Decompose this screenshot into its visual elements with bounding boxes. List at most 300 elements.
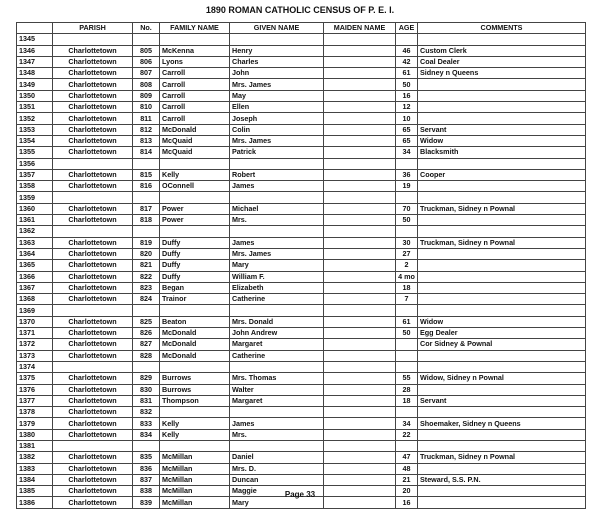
table-row (17, 102, 586, 113)
parish-cell: Charlottetown (53, 418, 133, 429)
table-row (17, 34, 586, 45)
maiden-name-cell (324, 373, 396, 384)
maiden-name-cell (324, 271, 396, 282)
parish-cell: Charlottetown (53, 294, 133, 305)
maiden-name-cell (324, 282, 396, 293)
given-name-cell: William F. (230, 271, 324, 282)
record-index: 1355 (17, 147, 53, 158)
number-cell: 817 (133, 203, 160, 214)
family-name-cell: McMillan (160, 497, 230, 508)
parish-cell: Charlottetown (53, 316, 133, 327)
number-cell: 837 (133, 474, 160, 485)
record-index: 1385 (17, 486, 53, 497)
age-cell (396, 350, 418, 361)
family-name-cell: OConnell (160, 181, 230, 192)
number-cell: 816 (133, 181, 160, 192)
maiden-name-cell (324, 237, 396, 248)
maiden-name-cell (324, 395, 396, 406)
maiden-name-cell (324, 316, 396, 327)
record-index: 1349 (17, 79, 53, 90)
maiden-name-cell (324, 407, 396, 418)
age-cell: 21 (396, 474, 418, 485)
parish-cell: Charlottetown (53, 147, 133, 158)
family-name-cell: Began (160, 282, 230, 293)
comments-cell: Servant (418, 124, 586, 135)
table-row (17, 384, 586, 395)
comments-cell: Widow, Sidney n Pownal (418, 373, 586, 384)
record-index: 1384 (17, 474, 53, 485)
parish-cell: Charlottetown (53, 79, 133, 90)
record-index: 1368 (17, 294, 53, 305)
comments-cell: Coal Dealer (418, 56, 586, 67)
record-index: 1381 (17, 440, 53, 451)
given-name-cell: Mrs. (230, 429, 324, 440)
age-cell: 22 (396, 429, 418, 440)
parish-cell: Charlottetown (53, 215, 133, 226)
record-index: 1377 (17, 395, 53, 406)
header-no: No. (133, 23, 160, 34)
age-cell: 50 (396, 328, 418, 339)
table-row (17, 316, 586, 327)
table-row (17, 79, 586, 90)
number-cell: 822 (133, 271, 160, 282)
record-index: 1367 (17, 282, 53, 293)
comments-cell (418, 361, 586, 372)
given-name-cell: Margaret (230, 395, 324, 406)
age-cell: 28 (396, 384, 418, 395)
record-index: 1364 (17, 248, 53, 259)
comments-cell (418, 271, 586, 282)
record-index: 1363 (17, 237, 53, 248)
maiden-name-cell (324, 90, 396, 101)
number-cell: 806 (133, 56, 160, 67)
family-name-cell: Duffy (160, 237, 230, 248)
comments-cell: Servant (418, 395, 586, 406)
maiden-name-cell (324, 294, 396, 305)
record-index: 1373 (17, 350, 53, 361)
family-name-cell (160, 34, 230, 45)
number-cell: 821 (133, 260, 160, 271)
given-name-cell (230, 226, 324, 237)
table-row (17, 158, 586, 169)
number-cell: 827 (133, 339, 160, 350)
number-cell (133, 158, 160, 169)
age-cell: 16 (396, 90, 418, 101)
header-given-name: GIVEN NAME (230, 23, 324, 34)
family-name-cell (160, 226, 230, 237)
comments-cell: Widow (418, 316, 586, 327)
given-name-cell: Henry (230, 45, 324, 56)
family-name-cell: McDonald (160, 339, 230, 350)
number-cell (133, 440, 160, 451)
number-cell: 828 (133, 350, 160, 361)
record-index: 1351 (17, 102, 53, 113)
table-row (17, 305, 586, 316)
comments-cell (418, 429, 586, 440)
given-name-cell: Mrs. Thomas (230, 373, 324, 384)
family-name-cell: Kelly (160, 418, 230, 429)
maiden-name-cell (324, 339, 396, 350)
table-row (17, 440, 586, 451)
table-row (17, 192, 586, 203)
comments-cell: Shoemaker, Sidney n Queens (418, 418, 586, 429)
age-cell (396, 407, 418, 418)
parish-cell (53, 158, 133, 169)
age-cell: 10 (396, 113, 418, 124)
age-cell: 30 (396, 237, 418, 248)
number-cell: 814 (133, 147, 160, 158)
family-name-cell: Carroll (160, 90, 230, 101)
parish-cell (53, 305, 133, 316)
given-name-cell: Patrick (230, 147, 324, 158)
record-index: 1352 (17, 113, 53, 124)
maiden-name-cell (324, 102, 396, 113)
maiden-name-cell (324, 260, 396, 271)
family-name-cell: McDonald (160, 328, 230, 339)
age-cell (396, 226, 418, 237)
family-name-cell (160, 158, 230, 169)
comments-cell (418, 294, 586, 305)
parish-cell: Charlottetown (53, 181, 133, 192)
parish-cell (53, 192, 133, 203)
comments-cell: Custom Clerk (418, 45, 586, 56)
parish-cell (53, 361, 133, 372)
number-cell: 829 (133, 373, 160, 384)
number-cell (133, 34, 160, 45)
given-name-cell: Elizabeth (230, 282, 324, 293)
given-name-cell: Margaret (230, 339, 324, 350)
number-cell (133, 226, 160, 237)
parish-cell: Charlottetown (53, 282, 133, 293)
family-name-cell (160, 407, 230, 418)
comments-cell (418, 282, 586, 293)
given-name-cell (230, 361, 324, 372)
family-name-cell: Carroll (160, 79, 230, 90)
comments-cell (418, 34, 586, 45)
family-name-cell: Burrows (160, 384, 230, 395)
record-index: 1360 (17, 203, 53, 214)
header-parish: PARISH (53, 23, 133, 34)
given-name-cell (230, 407, 324, 418)
parish-cell: Charlottetown (53, 486, 133, 497)
number-cell: 807 (133, 68, 160, 79)
table-row (17, 328, 586, 339)
number-cell: 819 (133, 237, 160, 248)
number-cell: 808 (133, 79, 160, 90)
maiden-name-cell (324, 226, 396, 237)
comments-cell (418, 260, 586, 271)
given-name-cell: Mrs. James (230, 135, 324, 146)
record-index: 1350 (17, 90, 53, 101)
parish-cell: Charlottetown (53, 474, 133, 485)
comments-cell (418, 440, 586, 451)
age-cell: 61 (396, 68, 418, 79)
parish-cell: Charlottetown (53, 45, 133, 56)
family-name-cell: Lyons (160, 56, 230, 67)
parish-cell: Charlottetown (53, 373, 133, 384)
maiden-name-cell (324, 463, 396, 474)
record-index: 1383 (17, 463, 53, 474)
comments-cell: Egg Dealer (418, 328, 586, 339)
number-cell: 839 (133, 497, 160, 508)
number-cell: 838 (133, 486, 160, 497)
table-row (17, 361, 586, 372)
age-cell: 65 (396, 124, 418, 135)
comments-cell (418, 384, 586, 395)
given-name-cell: May (230, 90, 324, 101)
number-cell: 831 (133, 395, 160, 406)
number-cell: 826 (133, 328, 160, 339)
maiden-name-cell (324, 305, 396, 316)
table-row (17, 271, 586, 282)
maiden-name-cell (324, 361, 396, 372)
family-name-cell: McQuaid (160, 147, 230, 158)
number-cell: 835 (133, 452, 160, 463)
maiden-name-cell (324, 68, 396, 79)
maiden-name-cell (324, 429, 396, 440)
family-name-cell (160, 440, 230, 451)
number-cell: 820 (133, 248, 160, 259)
number-cell: 810 (133, 102, 160, 113)
parish-cell: Charlottetown (53, 68, 133, 79)
number-cell: 805 (133, 45, 160, 56)
header-comments: COMMENTS (418, 23, 586, 34)
given-name-cell: Catherine (230, 350, 324, 361)
table-row (17, 474, 586, 485)
family-name-cell: McMillan (160, 474, 230, 485)
given-name-cell: Maggie (230, 486, 324, 497)
comments-cell: Widow (418, 135, 586, 146)
family-name-cell: Carroll (160, 68, 230, 79)
parish-cell: Charlottetown (53, 102, 133, 113)
comments-cell (418, 248, 586, 259)
given-name-cell: James (230, 418, 324, 429)
table-row (17, 56, 586, 67)
number-cell: 818 (133, 215, 160, 226)
age-cell (396, 339, 418, 350)
maiden-name-cell (324, 79, 396, 90)
family-name-cell: McDonald (160, 124, 230, 135)
number-cell: 823 (133, 282, 160, 293)
table-row (17, 407, 586, 418)
header-family-name: FAMILY NAME (160, 23, 230, 34)
parish-cell: Charlottetown (53, 407, 133, 418)
maiden-name-cell (324, 158, 396, 169)
comments-cell (418, 226, 586, 237)
census-body (17, 34, 586, 508)
record-index: 1345 (17, 34, 53, 45)
table-row (17, 237, 586, 248)
parish-cell (53, 440, 133, 451)
comments-cell (418, 90, 586, 101)
table-row (17, 463, 586, 474)
maiden-name-cell (324, 124, 396, 135)
parish-cell: Charlottetown (53, 463, 133, 474)
table-row (17, 350, 586, 361)
given-name-cell: Ellen (230, 102, 324, 113)
number-cell: 834 (133, 429, 160, 440)
record-index: 1362 (17, 226, 53, 237)
number-cell: 825 (133, 316, 160, 327)
comments-cell (418, 192, 586, 203)
header-row (17, 23, 586, 34)
number-cell: 813 (133, 135, 160, 146)
parish-cell: Charlottetown (53, 135, 133, 146)
comments-cell (418, 113, 586, 124)
table-row (17, 45, 586, 56)
table-row (17, 452, 586, 463)
table-row (17, 90, 586, 101)
comments-cell (418, 407, 586, 418)
age-cell: 55 (396, 373, 418, 384)
record-index: 1372 (17, 339, 53, 350)
given-name-cell: Daniel (230, 452, 324, 463)
age-cell: 50 (396, 215, 418, 226)
page-title: 1890 ROMAN CATHOLIC CENSUS OF P. E. I. (205, 5, 395, 15)
family-name-cell: McMillan (160, 452, 230, 463)
record-index: 1386 (17, 497, 53, 508)
table-row (17, 68, 586, 79)
parish-cell: Charlottetown (53, 497, 133, 508)
table-row (17, 282, 586, 293)
table-row (17, 248, 586, 259)
family-name-cell: Duffy (160, 271, 230, 282)
given-name-cell: John (230, 68, 324, 79)
age-cell: 34 (396, 418, 418, 429)
parish-cell: Charlottetown (53, 328, 133, 339)
given-name-cell: Mrs. D. (230, 463, 324, 474)
maiden-name-cell (324, 418, 396, 429)
maiden-name-cell (324, 34, 396, 45)
given-name-cell: Catherine (230, 294, 324, 305)
given-name-cell (230, 305, 324, 316)
parish-cell: Charlottetown (53, 395, 133, 406)
given-name-cell: Robert (230, 169, 324, 180)
comments-cell: Sidney n Queens (418, 68, 586, 79)
number-cell: 809 (133, 90, 160, 101)
age-cell: 12 (396, 102, 418, 113)
given-name-cell (230, 192, 324, 203)
number-cell: 811 (133, 113, 160, 124)
given-name-cell: Charles (230, 56, 324, 67)
comments-cell: Cor Sidney & Pownal (418, 339, 586, 350)
record-index: 1358 (17, 181, 53, 192)
number-cell: 832 (133, 407, 160, 418)
given-name-cell: Mrs. Donald (230, 316, 324, 327)
comments-cell: Truckman, Sidney n Pownal (418, 452, 586, 463)
age-cell: 20 (396, 486, 418, 497)
record-index: 1348 (17, 68, 53, 79)
parish-cell (53, 34, 133, 45)
age-cell (396, 34, 418, 45)
record-index: 1357 (17, 169, 53, 180)
given-name-cell: Mary (230, 260, 324, 271)
parish-cell: Charlottetown (53, 260, 133, 271)
comments-cell: Cooper (418, 169, 586, 180)
record-index: 1374 (17, 361, 53, 372)
family-name-cell: Power (160, 215, 230, 226)
given-name-cell: James (230, 237, 324, 248)
comments-cell (418, 79, 586, 90)
family-name-cell (160, 305, 230, 316)
record-index: 1370 (17, 316, 53, 327)
given-name-cell (230, 158, 324, 169)
age-cell: 18 (396, 395, 418, 406)
family-name-cell: McMillan (160, 463, 230, 474)
family-name-cell: Kelly (160, 429, 230, 440)
parish-cell: Charlottetown (53, 384, 133, 395)
header-maiden-name: MAIDEN NAME (324, 23, 396, 34)
family-name-cell: Kelly (160, 169, 230, 180)
maiden-name-cell (324, 452, 396, 463)
record-index: 1354 (17, 135, 53, 146)
maiden-name-cell (324, 248, 396, 259)
table-row (17, 203, 586, 214)
parish-cell: Charlottetown (53, 339, 133, 350)
comments-cell (418, 102, 586, 113)
family-name-cell (160, 192, 230, 203)
census-table (16, 22, 586, 509)
maiden-name-cell (324, 215, 396, 226)
family-name-cell (160, 361, 230, 372)
family-name-cell: Carroll (160, 113, 230, 124)
number-cell: 812 (133, 124, 160, 135)
parish-cell: Charlottetown (53, 113, 133, 124)
given-name-cell: James (230, 181, 324, 192)
number-cell: 830 (133, 384, 160, 395)
maiden-name-cell (324, 135, 396, 146)
age-cell: 19 (396, 181, 418, 192)
comments-cell (418, 350, 586, 361)
age-cell: 34 (396, 147, 418, 158)
number-cell (133, 305, 160, 316)
record-index: 1376 (17, 384, 53, 395)
given-name-cell: Mrs. (230, 215, 324, 226)
comments-cell: Truckman, Sidney n Pownal (418, 237, 586, 248)
maiden-name-cell (324, 192, 396, 203)
age-cell (396, 158, 418, 169)
number-cell: 833 (133, 418, 160, 429)
maiden-name-cell (324, 440, 396, 451)
record-index: 1379 (17, 418, 53, 429)
maiden-name-cell (324, 56, 396, 67)
maiden-name-cell (324, 147, 396, 158)
number-cell: 815 (133, 169, 160, 180)
table-row (17, 215, 586, 226)
parish-cell: Charlottetown (53, 56, 133, 67)
maiden-name-cell (324, 474, 396, 485)
table-row (17, 294, 586, 305)
header-age: AGE (396, 23, 418, 34)
age-cell: 47 (396, 452, 418, 463)
family-name-cell: Thompson (160, 395, 230, 406)
record-index: 1347 (17, 56, 53, 67)
given-name-cell: Michael (230, 203, 324, 214)
given-name-cell: Joseph (230, 113, 324, 124)
number-cell (133, 192, 160, 203)
maiden-name-cell (324, 328, 396, 339)
table-row (17, 418, 586, 429)
table-row (17, 169, 586, 180)
table-row (17, 181, 586, 192)
family-name-cell: McMillan (160, 486, 230, 497)
record-index: 1361 (17, 215, 53, 226)
age-cell: 46 (396, 45, 418, 56)
parish-cell: Charlottetown (53, 90, 133, 101)
parish-cell: Charlottetown (53, 429, 133, 440)
record-index: 1369 (17, 305, 53, 316)
parish-cell (53, 226, 133, 237)
